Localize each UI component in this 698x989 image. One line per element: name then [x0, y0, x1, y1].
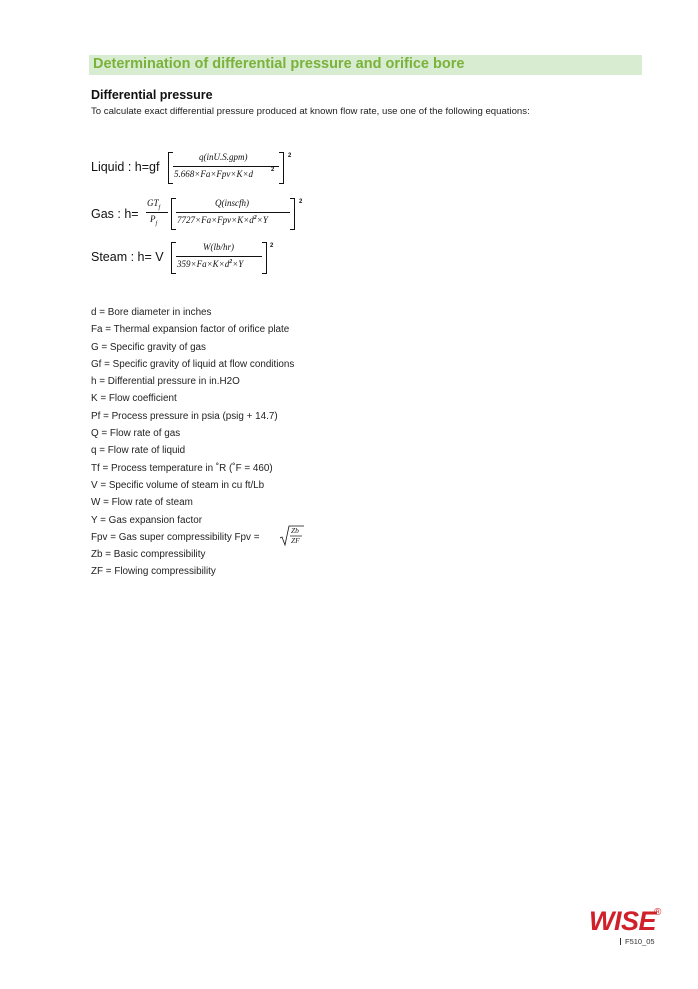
- svg-text:WISE: WISE: [589, 906, 657, 934]
- wise-logo: [588, 904, 668, 934]
- liquid-numerator: q(inU.S.gpm): [199, 152, 248, 162]
- definition-item: G = Specific gravity of gas: [91, 341, 206, 353]
- fpv-numerator: Zb: [291, 525, 299, 535]
- right-bracket: [290, 198, 295, 230]
- definition-item: Gf = Specific gravity of liquid at flow conditions: [91, 358, 295, 370]
- liquid-equation-label: Liquid : h=gf: [91, 160, 160, 174]
- left-bracket: [168, 152, 173, 184]
- divider: [620, 938, 621, 945]
- fpv-denominator: ZF: [291, 535, 300, 545]
- svg-text:®: ®: [654, 907, 662, 918]
- steam-equation-label: Steam : h= V: [91, 250, 164, 264]
- gas-equation-label: Gas : h=: [91, 207, 139, 221]
- gas-pre-denominator: $P_f$: [150, 214, 158, 227]
- definition-item-fpv: [91, 525, 300, 546]
- wise-logo-icon: [588, 904, 668, 934]
- liquid-denominator: 5.668×Fa×Fpv×K×d: [174, 169, 254, 179]
- definition-item: V = Specific volume of steam in cu ft/Lb: [91, 479, 265, 491]
- definition-item: Zb = Basic compressibility: [91, 549, 206, 561]
- gas-denominator: $7727\times Fa\times Fpv\times K\times d^2\times Y$: [177, 215, 268, 225]
- sqrt-formula: [280, 525, 304, 547]
- definition-item: Q = Flow rate of gas: [91, 428, 181, 440]
- gas-exponent: 2: [299, 199, 303, 205]
- definition-item: ZF = Flowing compressibility: [91, 566, 216, 578]
- left-bracket: [171, 198, 176, 230]
- gas-numerator: Q(inscfh): [215, 198, 249, 208]
- steam-exponent: 2: [270, 243, 274, 249]
- left-bracket: [171, 242, 176, 274]
- document-code-text: F510_05: [625, 937, 655, 946]
- document-code: [620, 937, 655, 946]
- steam-equation: [91, 240, 311, 280]
- definition-item: Fa = Thermal expansion factor of orifice plate: [91, 324, 290, 336]
- definition-item: d = Bore diameter in inches: [91, 307, 212, 318]
- intro-text: To calculate exact differential pressure produced at known flow rate, use one of the following equations:: [91, 106, 530, 117]
- right-bracket: [279, 152, 284, 184]
- definition-item: Y = Gas expansion factor: [91, 514, 202, 526]
- liquid-denominator-superscript: 2: [271, 167, 275, 173]
- section-title: Determination of differential pressure and orifice bore: [93, 56, 465, 72]
- definition-item: W = Flow rate of steam: [91, 497, 193, 509]
- fraction-line: [146, 212, 168, 213]
- definition-item: h = Differential pressure in in.H2O: [91, 376, 240, 388]
- fpv-definition-text: Fpv = Gas super compressibility Fpv =: [91, 531, 260, 543]
- definition-item: Pf = Process pressure in psia (psig + 14.7): [91, 410, 278, 422]
- subsection-heading: Differential pressure: [91, 88, 213, 102]
- definition-item: q = Flow rate of liquid: [91, 445, 186, 457]
- liquid-equation: [91, 150, 311, 190]
- fraction-line: [176, 256, 262, 257]
- liquid-exponent: 2: [288, 153, 292, 159]
- steam-denominator: $359\times Fa\times K\times d^2\times Y$: [177, 259, 244, 269]
- definition-item: K = Flow coefficient: [91, 393, 177, 405]
- gas-pre-numerator: $GT_f$: [147, 198, 161, 211]
- right-bracket: [262, 242, 267, 274]
- steam-numerator: W(lb/hr): [203, 242, 234, 252]
- gas-equation: [91, 196, 311, 236]
- fraction-line: [173, 166, 279, 167]
- definition-item: Tf = Process temperature in ˚R (˚F = 460): [91, 462, 273, 474]
- variable-definitions: [91, 304, 300, 581]
- fraction-line: [176, 212, 290, 213]
